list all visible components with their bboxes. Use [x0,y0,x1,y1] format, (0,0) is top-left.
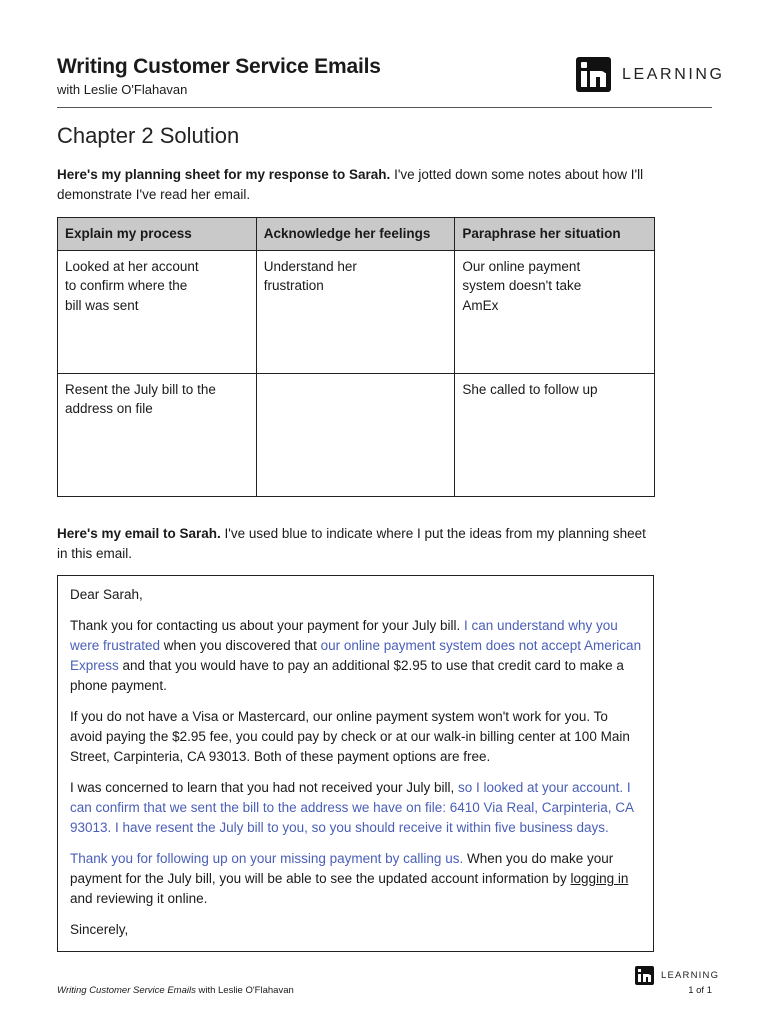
table-header-row [58,218,655,251]
email-intro [57,524,657,564]
table-cell [455,250,655,373]
course-title: Writing Customer Service Emails [57,55,381,78]
linkedin-icon [576,57,611,92]
email-paragraph-2: If you do not have a Visa or Mastercard, our online payment system won't work for you. To avoid paying the $2.95 fee, you could pay by check or at our walk-in billing center at 100 Main Street, Carpinteria, CA 93013. Both of these payment options are free. [70,709,630,764]
cell-text: She called to follow up [462,381,598,397]
logo-text: LEARNING [622,65,725,83]
email-paragraph-1: Thank you for contacting us about your payment for your July bill. I can understand why you were frustrated when you discovered that our online payment system does not accept American Express and that you would have to pay an additional $2.95 to use that credit card to make a phone payment. [70,618,642,693]
footer-course [57,985,294,996]
header-divider [57,107,712,108]
table-cell [58,373,257,496]
highlight-process: so I looked at your account. I can confirm that we sent the bill to the address we have on file: 6410 Via Real, Carpinteria, CA 93013. I have resent the July bill to you, so you should receive it within five business days. [70,780,634,835]
highlight-feelings: I can understand why you were frustrated [70,618,618,653]
planning-table [57,217,655,497]
cell-text: Looked at her account to confirm where the bill was sent [65,258,199,313]
email-paragraph-4: Thank you for following up on your missing payment by calling us. When you do make your payment for the July bill, you will be able to see the updated account information by logging in and reviewing it online. [70,851,629,906]
footer-author: with Leslie O'Flahavan [195,985,294,996]
footer-logo [635,966,719,985]
linkedin-learning-logo [576,57,725,92]
email-body [57,575,654,952]
cell-text: Resent the July bill to the address on file [65,381,216,416]
table-cell [58,250,257,373]
planning-intro-bold: Here's my planning sheet for my response to Sarah. [57,167,391,182]
table-cell [455,373,655,496]
highlight-follow-up: Thank you for following up on your missing payment by calling us. [70,851,464,866]
course-author: with Leslie O'Flahavan [57,82,188,97]
email-paragraph-3: I was concerned to learn that you had not received your July bill, so I looked at your account. I can confirm that we sent the bill to the address we have on file: 6410 Via Real, Carpinteria, CA 93013. I have resent the July bill to you, so you should receive it within five business days. [70,780,634,835]
logging-in-link[interactable]: logging in [570,871,629,886]
linkedin-icon [635,966,654,985]
chapter-title: Chapter 2 Solution [57,123,240,148]
highlight-paraphrase: our online payment system does not accept American Express [70,638,642,673]
table-cell [256,250,455,373]
footer-course-title: Writing Customer Service Emails [57,985,196,996]
cell-text: Our online payment system doesn't take AmEx [462,258,582,313]
table-header-cell: Acknowledge her feelings [256,218,455,251]
table-cell [256,373,455,496]
page-number: 1 of 1 [688,985,712,996]
planning-intro [57,165,657,205]
table-row [58,373,655,496]
email-greeting: Dear Sarah, [70,587,143,602]
table-header-cell: Paraphrase her situation [455,218,655,251]
email-intro-text: I've used blue to indicate where I put the ideas from my planning sheet in this email. [57,526,646,561]
email-closing: Sincerely, [70,922,129,937]
table-header-cell: Explain my process [58,218,257,251]
cell-text: Understand her frustration [263,258,357,293]
table-row [58,250,655,373]
email-intro-bold: Here's my email to Sarah. [57,526,221,541]
planning-intro-text: I've jotted down some notes about how I'll demonstrate I've read her email. [57,167,644,202]
footer-logo-text: LEARNING [661,970,720,981]
